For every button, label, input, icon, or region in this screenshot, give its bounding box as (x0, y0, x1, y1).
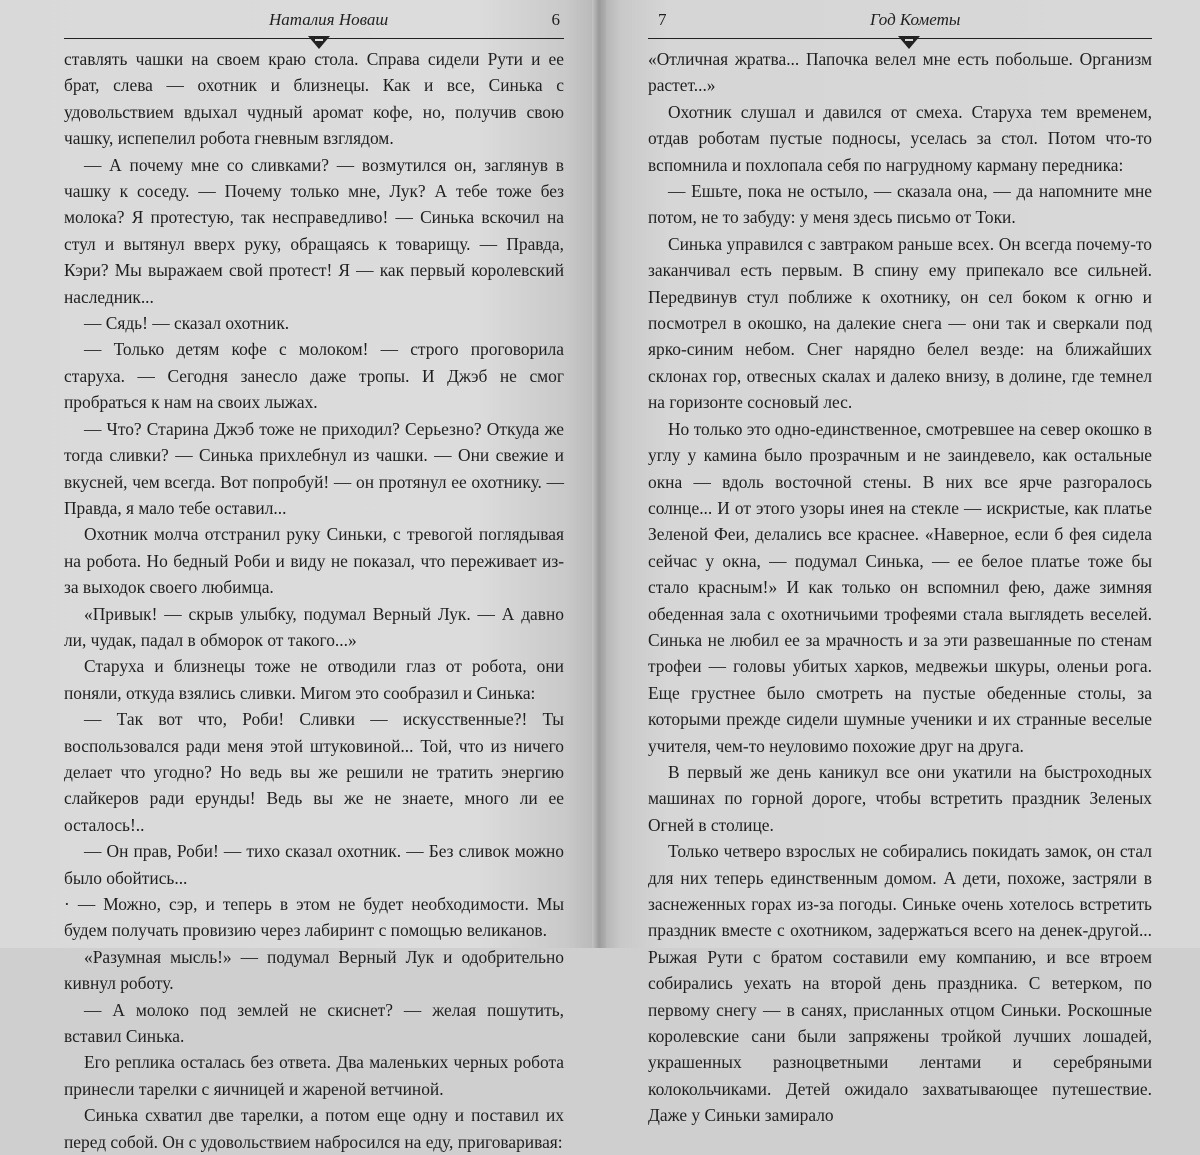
left-page-header (64, 0, 564, 39)
paragraph: Но только это одно-единственное, смотревшее на север окошко в углу у камина было прозрачным и не заиндевело, как остальные окна — вдоль восточной стены. В них все ярче разгоралось солнце... И от этого узоры инея на стекле — искристые, как платье Зеленой Феи, делались все краснее. «Наверное, если б фея сидела сейчас у окна, — подумал Синька, — ее белое платье тоже бы стало красным!» И как только он вспомнил фею, даже зимняя обеденная зала с охотничьими трофеями стала выглядеть веселей. Синька не любил ее за мрачность и за эти развешанные по стенам трофеи — головы убитых харков, медвежьи шкуры, оленьи рога. Еще грустнее было смотреть на пустые обеденные столы, за которыми прежде сидели шумные ученики и их странные веселые учителя, чем-то неуловимо похожие друг на друга. (648, 418, 1152, 756)
right-page (596, 0, 1200, 1126)
header-ornament-icon (308, 36, 330, 50)
paragraph: Старуха и близнецы тоже не отводили глаз от робота, они поняли, откуда взялись сливки. Мигом это сообразил и Синька: (64, 656, 564, 703)
paragraph: Синька схватил две тарелки, а потом еще одну и поставил их перед собой. Он с удовольствием набросился на еду, приговаривая: (64, 1105, 564, 1152)
left-page (0, 0, 596, 1152)
paragraph: «Привык! — скрыв улыбку, подумал Верный Лук. — А давно ли, чудак, падал в обморок от такого...» (64, 603, 564, 650)
paragraph: Охотник слушал и давился от смеха. Старуха тем временем, отдав роботам пустые подносы, уселась за стол. Потом что-то вспомнила и похлопала себя по нагрудному карману передника: (648, 101, 1152, 175)
paragraph: — Только детям кофе с молоком! — строго проговорила старуха. — Сегодня занесло даже тропы. И Джэб не смог пробраться к нам на своих лыжах. (64, 339, 564, 413)
left-page-body (64, 46, 564, 1155)
paragraph: — А молоко под землей не скиснет? — желая пошутить, вставил Синька. (64, 999, 564, 1047)
paragraph: «Отличная жратва... Папочка велел мне есть побольше. Организм растет...» (648, 49, 1152, 96)
paragraph: «Разумная мысль!» — подумал Верный Лук и одобрительно кивнул роботу. (64, 946, 564, 994)
left-page-number: 6 (551, 10, 560, 29)
paragraph: ставлять чашки на своем краю стола. Справа сидели Рути и ее брат, слева — охотник и близнецы. Как и все, Синька с удовольствием вдыхал чудный аромат кофе, но, получив свою чашку, испепелил робота гневным взглядом. (64, 49, 564, 149)
right-page-number: 7 (658, 10, 667, 29)
book-gutter (592, 0, 606, 948)
paragraph: — А почему мне со сливками? — возмутился он, заглянув в чашку к соседу. — Почему только мне, Лук? А тебе тоже без молока? Я протестую, так несправедливо! — Синька вскочил на стул и вытянул вверх руку, обращаясь к товарищу. — Правда, Кэри? Мы выражаем свой протест! Я — как первый королевский наследник... (64, 154, 564, 307)
right-page-header (648, 0, 1152, 39)
paragraph: · — Можно, сэр, и теперь в этом не будет необходимости. Мы будем получать провизию через лабиринт с помощью великанов. (64, 894, 564, 941)
paragraph: — Что? Старина Джэб тоже не приходил? Серьезно? Откуда же тогда сливки? — Синька прихлебнул из чашки. — Они свежие и вкусней, чем всегда. Вот попробуй! — он протянул ее охотнику. — Правда, я мало тебе оставил... (64, 418, 564, 518)
paragraph: — Так вот что, Роби! Сливки — искусственные?! Ты воспользовался ради меня этой штуковиной... Той, что из ничего делает что угодно? Но ведь вы же решили не тратить энергию слайкеров ради ерунды! Ведь вы же не знаете, много ли ее осталось!.. (64, 709, 564, 835)
paragraph: Его реплика осталась без ответа. Два маленьких черных робота принесли тарелки с яичницей и жареной ветчиной. (64, 1052, 564, 1099)
left-running-title: Наталия Новаш (269, 10, 389, 29)
right-page-body (648, 46, 1152, 1129)
paragraph: — Ешьте, пока не остыло, — сказала она, — да напомните мне потом, не то забуду: у меня здесь письмо от Токи. (648, 181, 1152, 228)
paragraph: Синька управился с завтраком раньше всех. Он всегда почему-то заканчивал есть первым. В спину ему припекало все сильней. Передвинув стул поближе к охотнику, он сел боком к огню и посмотрел в окошко, на далекие снега — они так и сверкали под ярко-синим небом. Снег нарядно белел везде: на ближайших склонах гор, отвесных скалах и далеко внизу, в долине, где темнел на горизонте сосновый лес. (648, 233, 1152, 413)
paragraph: В первый же день каникул все они укатили на быстроходных машинах по горной дороге, чтобы встретить праздник Зеленых Огней в столице. (648, 761, 1152, 835)
paragraph: — Сядь! — сказал охотник. (84, 313, 290, 334)
header-ornament-icon (898, 36, 920, 50)
right-running-title: Год Кометы (870, 10, 961, 29)
paragraph: Только четверо взрослых не собирались покидать замок, он стал для них теперь единственным домом. А дети, похоже, застряли в заснеженных горах из-за погоды. Синьке очень хотелось встретить праздник вместе с охотником, задержаться всего на денек-другой... Рыжая Рути с братом составили ему компанию, и все втроем собирались уехать на второй день праздника. С ветерком, по первому снегу — в санях, присланных отцом Синьки. Роскошные королевские сани были запряжены тройкой лучших лошадей, украшенных разноцветными лентами и серебряными колокольчиками. Детей ожидало захватывающее путешествие. Даже у Синьки замирало (648, 841, 1152, 1126)
paragraph: Охотник молча отстранил руку Синьки, с тревогой поглядывая на робота. Но бедный Роби и виду не показал, что переживает из-за выходок своего любимца. (64, 524, 564, 598)
paragraph: — Он прав, Роби! — тихо сказал охотник. — Без сливок можно было обойтись... (64, 841, 564, 888)
